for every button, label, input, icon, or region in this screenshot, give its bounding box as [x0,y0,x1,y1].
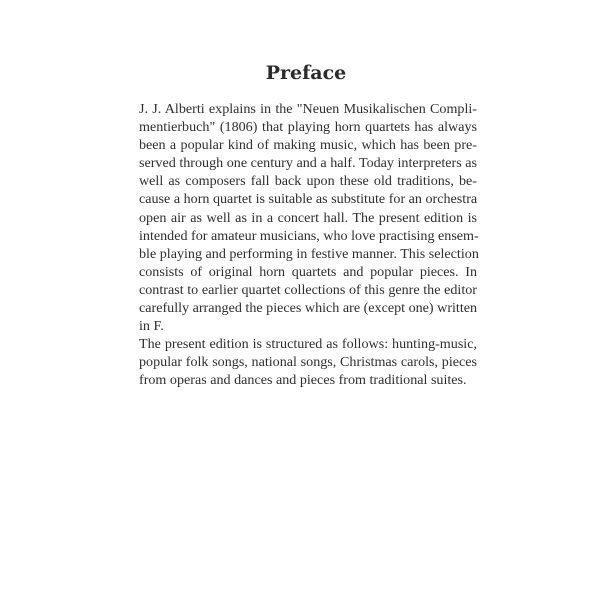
text-line: contrast to earlier quartet collections of this genre the editor [139,281,477,298]
text-line: cause a horn quartet is suitable as substitute for an orchestra [139,191,478,208]
paragraph-1 [139,100,477,335]
text-line: well as composers fall back upon these old traditions, be- [139,173,477,190]
preface-body [139,100,477,390]
text-line: from operas and dances and pieces from traditional suites. [139,372,467,389]
text-line: The present edition is structured as follows: hunting-music, [139,336,477,353]
text-line: open air as well as in a concert hall. The present edition is [139,209,477,226]
text-line: intended for amateur musicians, who love practising ensem- [139,227,479,244]
text-line: carefully arranged the pieces which are (except one) written [139,300,478,317]
paragraph-2 [139,335,477,389]
text-line: served through one century and a half. Today interpreters as [139,155,477,172]
text-line: J. J. Alberti explains in the "Neuen Musikalischen Compli- [139,101,477,117]
text-line: ble playing and performing in festive manner. This selection [139,245,479,262]
text-line: in F. [139,318,164,335]
page-title: Preface [265,62,347,84]
text-line: popular folk songs, national songs, Christmas carols, pieces [139,354,477,371]
text-line: consists of original horn quartets and popular pieces. In [139,263,477,280]
text-line: mentierbuch" (1806) that playing horn quartets has always [139,119,477,136]
text-line: been a popular kind of making music, which has been pre- [139,137,477,154]
